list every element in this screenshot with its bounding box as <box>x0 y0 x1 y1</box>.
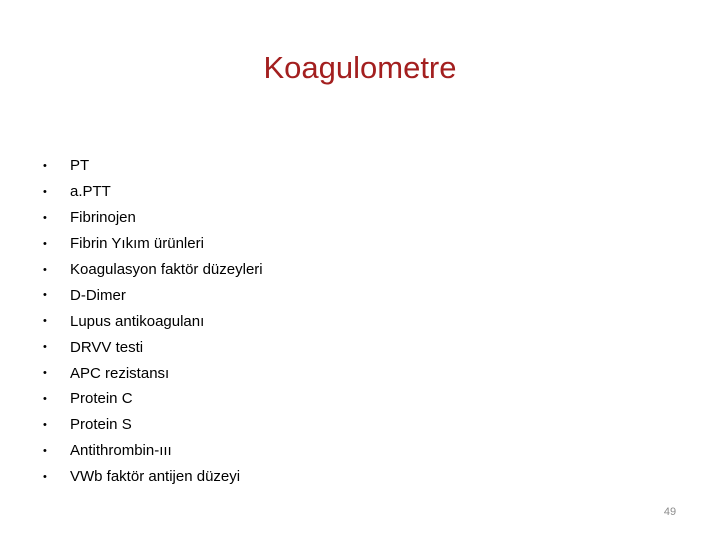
bullet-list <box>40 153 263 490</box>
list-item <box>40 257 263 283</box>
list-item <box>40 438 263 464</box>
list-item <box>40 282 263 308</box>
list-item-text: Koagulasyon faktör düzeyleri <box>70 261 263 278</box>
list-item-text: Fibrinojen <box>70 209 136 227</box>
list-item-text: APC rezistansı <box>70 364 170 382</box>
bullet-icon: • <box>43 237 47 250</box>
list-item <box>40 205 263 231</box>
list-item <box>40 386 263 412</box>
bullet-icon: • <box>43 159 47 172</box>
bullet-icon: • <box>43 470 47 483</box>
list-item-text: Antithrombin-ııı <box>70 442 172 460</box>
list-item <box>40 308 263 334</box>
slide-title: Koagulometre <box>263 50 457 85</box>
bullet-icon: • <box>43 341 47 354</box>
bullet-icon: • <box>43 392 47 405</box>
list-item <box>40 153 263 179</box>
list-item <box>40 231 263 257</box>
list-item-text: VWb faktör antijen düzeyi <box>70 468 241 486</box>
page-number: 49 <box>663 506 677 518</box>
list-item-text: PT <box>70 157 90 175</box>
bullet-icon: • <box>43 263 47 276</box>
list-item-text: Protein S <box>70 416 132 434</box>
list-item <box>40 334 263 360</box>
bullet-icon: • <box>43 418 47 431</box>
bullet-icon: • <box>43 444 47 457</box>
list-item <box>40 360 263 386</box>
list-item-text: DRVV testi <box>70 338 144 356</box>
list-item-text: Fibrin Yıkım ürünleri <box>70 235 204 253</box>
bullet-icon: • <box>43 185 47 198</box>
list-item <box>40 412 263 438</box>
list-item-text: D-Dimer <box>70 286 126 304</box>
list-item <box>40 179 263 205</box>
bullet-icon: • <box>43 211 47 224</box>
list-item-text: Lupus antikoagulanı <box>70 312 205 330</box>
bullet-icon: • <box>43 367 47 380</box>
list-item-text: Protein C <box>70 390 133 408</box>
bullet-icon: • <box>43 315 47 328</box>
bullet-icon: • <box>43 289 47 302</box>
list-item <box>40 464 263 490</box>
list-item-text: a.PTT <box>70 183 111 201</box>
